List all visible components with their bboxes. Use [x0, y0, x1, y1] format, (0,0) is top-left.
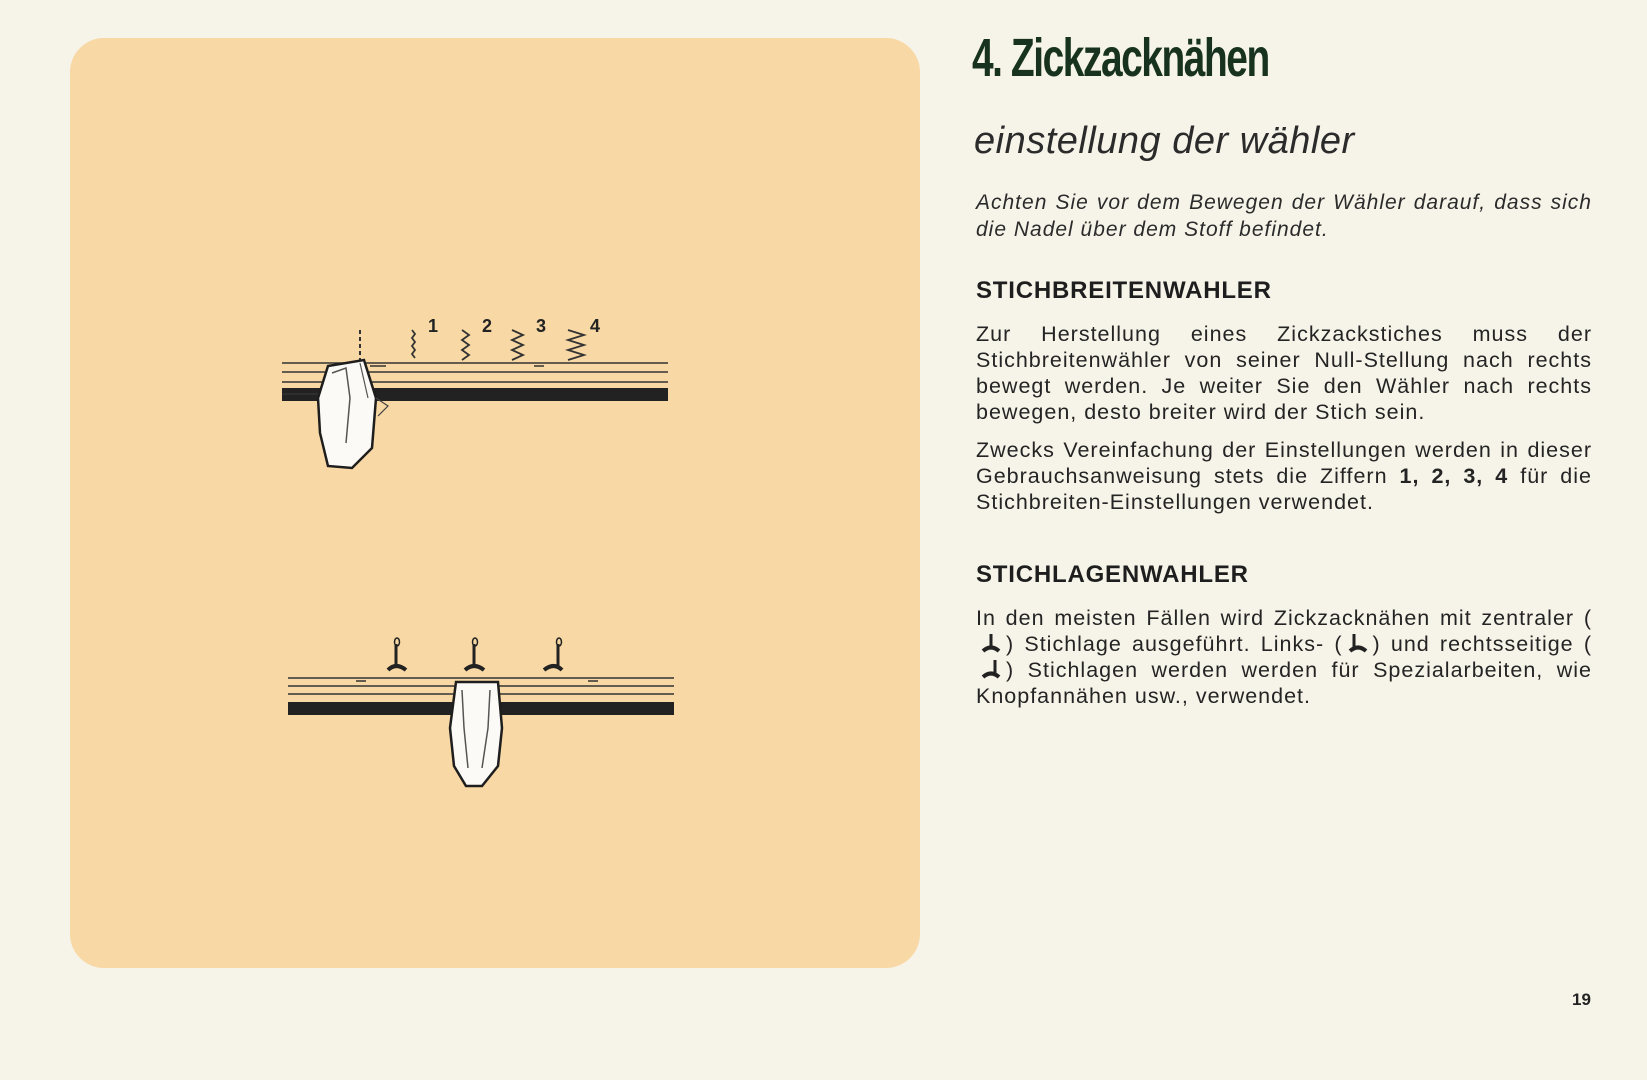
- width-label-3: 3: [536, 316, 547, 336]
- center-needle-symbol-icon: [980, 633, 1002, 653]
- width-label-4: 4: [590, 316, 601, 336]
- zigzag-width-1-icon: [412, 330, 415, 358]
- illustration-panel: [70, 38, 920, 968]
- zigzag-width-3-icon: [512, 330, 523, 360]
- stitch-width-paragraph-2-start: Zwecks Vereinfachung der Einstellungen werden in dieser Gebrauchsanweisung stets die Ziffern: [976, 438, 1592, 488]
- needle-position-text-3: ) und rechtsseitige (: [1372, 632, 1592, 656]
- stitch-dial-illustration: [70, 38, 920, 968]
- instructions-column: [972, 22, 1592, 709]
- needle-position-figure: [288, 638, 674, 786]
- width-label-1: 1: [428, 316, 439, 336]
- needle-position-text-1: In den meisten Fällen wird Zickzacknähen mit zentraler (: [976, 606, 1592, 630]
- left-needle-symbol-icon: [1347, 633, 1369, 653]
- page-number: 19: [1572, 990, 1591, 1009]
- needle-left-position-icon: [388, 638, 406, 670]
- stitch-width-paragraph-2: [976, 437, 1592, 515]
- chapter-subtitle: einstellung der wähler: [974, 120, 1355, 162]
- needle-center-position-icon: [465, 638, 484, 670]
- chapter-title: 4. Zickzacknähen: [972, 28, 1269, 88]
- width-label-2: 2: [482, 316, 493, 336]
- width-selector-knob: [318, 360, 388, 468]
- needle-right-position-icon: [544, 638, 562, 670]
- position-selector-knob: [450, 682, 502, 786]
- stitch-width-figure: [282, 316, 668, 468]
- needle-position-text-4: ) Stichlagen werden werden für Spezialarbeiten, wie Knopfannähen usw., verwendet.: [976, 658, 1592, 708]
- stitch-width-paragraph-1: Zur Herstellung eines Zickzackstiches muss der Stichbreitenwähler von seiner Null-Stellung nach rechts bewegt werden. Je weiter Sie den Wähler nach rechts bewegen, desto breiter wird der Stich sein.: [976, 322, 1592, 424]
- safety-note: Achten Sie vor dem Bewegen der Wähler darauf, dass sich die Nadel über dem Stoff befindet.: [976, 191, 1592, 241]
- stitch-width-numbers: 1, 2, 3, 4: [1399, 464, 1509, 488]
- needle-position-paragraph: [976, 605, 1592, 709]
- zigzag-width-4-icon: [568, 330, 584, 360]
- right-needle-symbol-icon: [980, 659, 1002, 679]
- stitch-width-paragraph-2-end: für die Stichbreiten-Einstellungen verwendet.: [976, 464, 1592, 514]
- zigzag-width-2-icon: [462, 330, 469, 360]
- needle-position-heading: STICHLAGENWAHLER: [976, 561, 1249, 588]
- needle-position-text-2: ) Stichlage ausgeführt. Links- (: [1006, 632, 1343, 656]
- stitch-width-heading: STICHBREITENWAHLER: [976, 277, 1272, 304]
